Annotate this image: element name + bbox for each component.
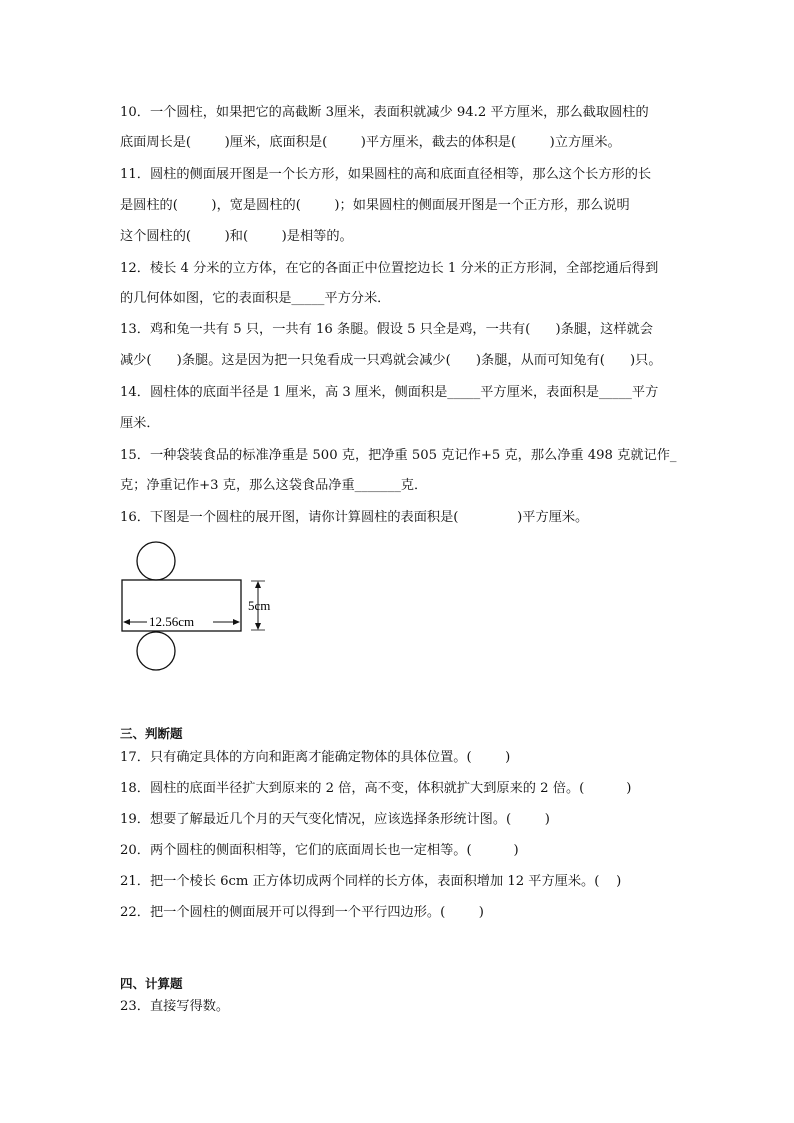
q13-line-1: 13．鸡和兔一共有 5 只，一共有 16 条腿。假设 5 只全是鸡，一共有( )条腿，这样就会 [120, 322, 653, 337]
top-circle [137, 542, 175, 580]
q19: 19．想要了解最近几个月的天气变化情况，应该选择条形统计图。( ) [120, 812, 550, 827]
q15-line-1: 15．一种袋装食品的标准净重是 500 克，把净重 505 克记作+5 克，那么净重 498 克就记作_ [120, 448, 677, 463]
q11-line-3: 这个圆柱的( )和( )是相等的。 [120, 229, 353, 244]
q18: 18．圆柱的底面半径扩大到原来的 2 倍，高不变，体积就扩大到原来的 2 倍。( ) [120, 781, 632, 796]
q12-line-1: 12．棱长 4 分米的立方体，在它的各面正中位置挖边长 1 分米的正方形洞，全部挖通后得到 [120, 261, 659, 276]
q17: 17．只有确定具体的方向和距离才能确定物体的具体位置。( ) [120, 750, 511, 765]
q22: 22．把一个圆柱的侧面展开可以得到一个平行四边形。( ) [120, 905, 484, 920]
q23: 23．直接写得数。 [120, 999, 230, 1014]
q14-line-2: 厘米． [120, 416, 160, 431]
q20: 20．两个圆柱的侧面积相等，它们的底面周长也一定相等。( ) [120, 843, 519, 858]
q13-line-2: 减少( )条腿。这是因为把一只兔看成一只鸡就会减少( )条腿，从而可知兔有( )只。 [120, 353, 662, 368]
q11-line-1: 11．圆柱的侧面展开图是一个长方形，如果圆柱的高和底面直径相等，那么这个长方形的长 [120, 167, 652, 182]
q14-line-1: 14．圆柱体的底面半径是 1 厘米，高 3 厘米，侧面积是_____平方厘米，表面积是_____平方 [120, 385, 659, 400]
width-arrow-left [123, 619, 130, 625]
q21: 21．把一个棱长 6cm 正方体切成两个同样的长方体，表面积增加 12 平方厘米。( ) [120, 874, 622, 889]
q10-line-2: 底面周长是( )厘米，底面积是( )平方厘米，截去的体积是( )立方厘米。 [120, 135, 621, 150]
section-calculation-heading: 四、计算题 [120, 976, 183, 991]
height-label: 5cm [248, 598, 271, 613]
width-arrow-right [233, 619, 240, 625]
cylinder-net-figure [115, 538, 290, 678]
q15-line-2: 克；净重记作+3 克，那么这袋食品净重_______克． [120, 478, 428, 493]
q12-line-2: 的几何体如图，它的表面积是_____平方分米． [120, 291, 391, 306]
q16-line-1: 16．下图是一个圆柱的展开图，请你计算圆柱的表面积是( )平方厘米。 [120, 510, 589, 525]
height-arrow-down [255, 623, 261, 630]
q10-line-1: 10．一个圆柱，如果把它的高截断 3厘米，表面积就减少 94.2 平方厘米，那么截取圆柱的 [120, 105, 649, 120]
width-label: 12.56cm [149, 614, 195, 629]
q11-line-2: 是圆柱的( )，宽是圆柱的( )；如果圆柱的侧面展开图是一个正方形，那么说明 [120, 198, 630, 213]
bottom-circle [137, 632, 175, 670]
section-judgement-heading: 三、判断题 [120, 726, 183, 741]
height-arrow-up [255, 581, 261, 588]
